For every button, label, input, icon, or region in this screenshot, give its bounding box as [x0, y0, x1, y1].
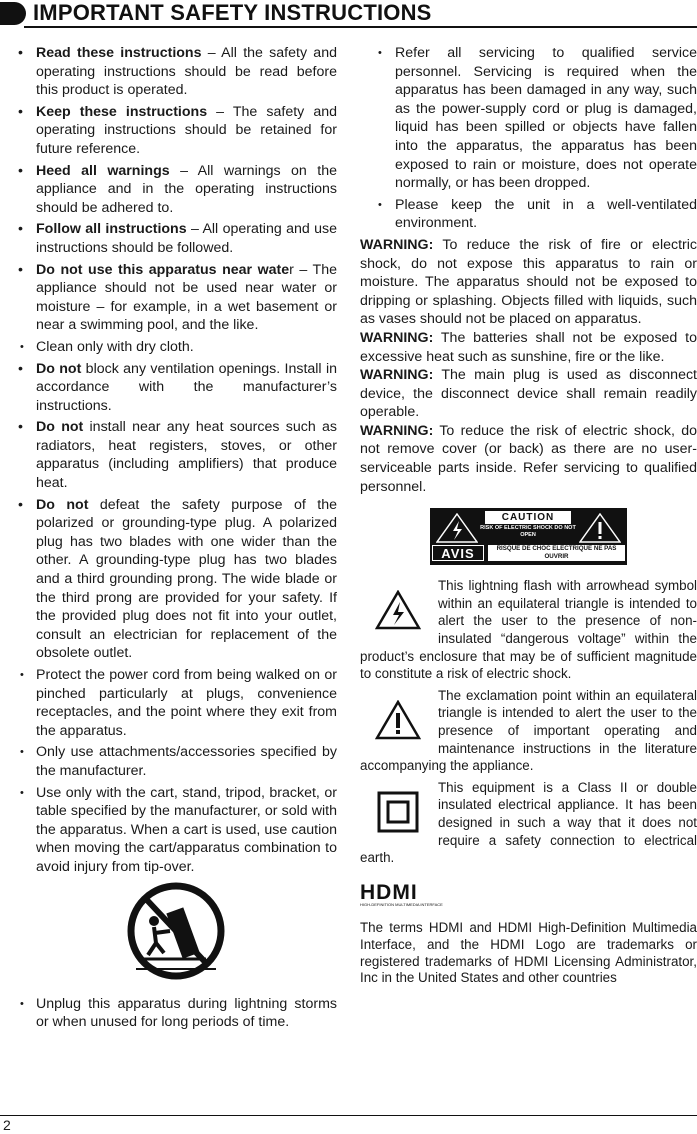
list-item-heading: Do not — [36, 360, 82, 377]
list-item — [14, 103, 337, 159]
list-item-text: Clean only with dry cloth. — [36, 338, 194, 355]
symbol-explanation — [360, 779, 697, 867]
svg-text:HDMI: HDMI — [360, 880, 418, 904]
symbol-text: The exclamation point within an equilateral triangle is intended to alert the user to the presence of important operating and maintenance instructions in the literature accompanying the appliance. — [360, 687, 697, 774]
svg-text:HIGH-DEFINITION MULTIMEDIA INT: HIGH-DEFINITION MULTIMEDIA INTERFACE — [360, 901, 443, 907]
warnings-block — [360, 236, 697, 496]
symbol-explanation — [360, 687, 697, 775]
list-item — [14, 44, 337, 100]
hdmi-trademark-text: The terms HDMI and HDMI High-Definition Multimedia Interface, and the HDMI Logo are trademarks or registered trademarks of HDMI Licensing Administrator, Inc in the United States and other countries — [360, 920, 697, 986]
list-item — [14, 162, 337, 218]
warning-text: The main plug is used as disconnect device, the disconnect device shall remain readily operable. — [360, 367, 697, 421]
list-item-text: install near any heat sources such as radiators, heat registers, stoves, or other apparatus (including amplifiers) that produce heat. — [36, 419, 337, 492]
symbols-block — [360, 577, 697, 867]
list-item-text: – The safety and operating instructions should be retained for future reference. — [36, 103, 337, 157]
warning-paragraph — [360, 366, 697, 422]
list-item-heading: Follow all instructions — [36, 221, 187, 238]
hdmi-logo-icon — [360, 881, 450, 907]
cart-tipover-warning — [14, 881, 337, 981]
list-item-text: Unplug this apparatus during lightning storms or when unused for long periods of time. — [36, 995, 337, 1031]
risque-label: RISQUE DE CHOC ELECTRIQUE NE PAS OUVRIR — [488, 545, 625, 561]
list-item-text: Please keep the unit in a well-ventilated environment. — [395, 196, 697, 232]
header-tab-marker — [0, 2, 26, 25]
page-number: 2 — [3, 1117, 11, 1133]
avis-label: AVIS — [432, 545, 484, 561]
symbol-explanation — [360, 577, 697, 683]
list-item-text: – All warnings on the appliance and in the operating instructions should be adhered to. — [36, 162, 337, 216]
list-item-text: defeat the safety purpose of the polarized or grounding-type plug. A polarized plug has two blades with one wider than the other. A grounding-type plug has two blades and a third grounding prong. The wide blade or the third prong are provided for your safety. If the provided plug does not fit into your outlet, consult an electrician for replacement of the obsolete outlet. — [36, 496, 337, 662]
list-item — [14, 784, 337, 877]
list-item-text: r – The appliance should not be used near water or moisture – for example, in a wet basement or near a swimming pool, and the like. — [36, 261, 337, 334]
warning-text: The batteries shall not be exposed to excessive heat such as sunshine, fire or the like. — [360, 329, 697, 365]
hdmi-logo — [360, 881, 697, 913]
left-column — [14, 44, 337, 1035]
list-item-text: Refer all servicing to qualified service personnel. Servicing is required when the apparatus has been damaged in any way, such as the power-supply cord or plug is damaged, liquid has been spilled or objects have fallen into the apparatus, the apparatus has been exposed to rain or moisture, does not operate normally, or has been dropped. — [395, 45, 697, 192]
symbol-text: This lightning flash with arrowhead symbol within an equilateral triangle is intended to alert the user to the presence of non-insulated “dangerous voltage” within the product’s enclosure that may be of sufficient magnitude to constitute a risk of electric shock. — [360, 578, 697, 682]
left-instruction-list — [14, 44, 337, 877]
exclamation-triangle-icon — [579, 513, 621, 543]
list-item-text: block any ventilation openings. Install in accordance with the manufacturer’s instructions. — [36, 360, 337, 414]
list-item — [14, 743, 337, 780]
right-instruction-list — [360, 44, 697, 233]
warning-text: To reduce the risk of electric shock, do not remove cover (or back) as there are no user-serviceable parts inside. Refer servicing to qualified personnel. — [360, 422, 697, 495]
exclamation-triangle-icon — [370, 693, 426, 747]
list-item-heading: Read these instructions — [36, 45, 202, 61]
list-item — [14, 666, 337, 740]
list-item — [14, 360, 337, 416]
caution-box — [430, 508, 627, 565]
warning-paragraph — [360, 329, 697, 366]
lightning-triangle-icon — [436, 513, 478, 543]
list-item-heading: Do not — [36, 419, 84, 436]
list-item — [14, 995, 337, 1032]
page-footer — [0, 1115, 697, 1133]
right-column — [360, 44, 697, 987]
header-rule — [24, 26, 697, 28]
list-item-text: – All the safety and operating instructions should be read before this product is operated. — [36, 45, 337, 99]
caution-line: RISK OF ELECTRIC SHOCK DO NOT OPEN — [480, 525, 576, 539]
list-item — [360, 44, 697, 193]
list-item — [14, 220, 337, 257]
page-title: IMPORTANT SAFETY INSTRUCTIONS — [33, 0, 432, 25]
caution-label — [360, 508, 697, 565]
warning-label: WARNING: — [360, 236, 434, 253]
warning-label: WARNING: — [360, 422, 434, 439]
list-item-text: Use only with the cart, stand, tripod, bracket, or table specified by the manufacturer, or sold with the apparatus. When a cart is used, use caution when moving the cart/apparatus combination to avoid injury from tip-over. — [36, 784, 337, 875]
cart-tipover-icon — [126, 881, 226, 981]
warning-paragraph — [360, 422, 697, 496]
list-item-heading: Heed all warnings — [36, 162, 170, 179]
warning-text: To reduce the risk of fire or electric shock, do not expose this apparatus to rain or moisture. The apparatus should not be exposed to dripping or splashing. Objects filled with liquids, such as vases should not be placed on apparatus. — [360, 236, 697, 328]
warning-label: WARNING: — [360, 367, 434, 384]
symbol-text: This equipment is a Class II or double insulated electrical appliance. It has been designed in such a way that it does not require a safety connection to electrical earth. — [360, 779, 697, 866]
double-square-icon — [370, 785, 426, 839]
list-item-text: Only use attachments/accessories specified by the manufacturer. — [36, 744, 337, 779]
list-item — [14, 338, 337, 357]
list-item-heading: Do not use this apparatus near wate — [36, 261, 290, 278]
left-instruction-list-end — [14, 995, 337, 1032]
warning-label: WARNING: — [360, 329, 434, 346]
list-item-heading: Do not — [36, 496, 89, 513]
lightning-triangle-icon — [370, 583, 426, 637]
list-item — [14, 418, 337, 492]
list-item — [14, 261, 337, 335]
list-item — [360, 196, 697, 233]
list-item-text: Protect the power cord from being walked on or pinched particularly at plugs, convenience receptacles, and the point where they exit from the apparatus. — [36, 667, 337, 739]
list-item-text: – All operating and use instructions should be followed. — [36, 221, 337, 256]
list-item-heading: Keep these instructions — [36, 103, 208, 120]
caution-heading: CAUTION — [485, 511, 571, 524]
page-header — [0, 0, 697, 28]
list-item — [14, 496, 337, 663]
footer-rule — [0, 1115, 697, 1116]
warning-paragraph — [360, 236, 697, 329]
